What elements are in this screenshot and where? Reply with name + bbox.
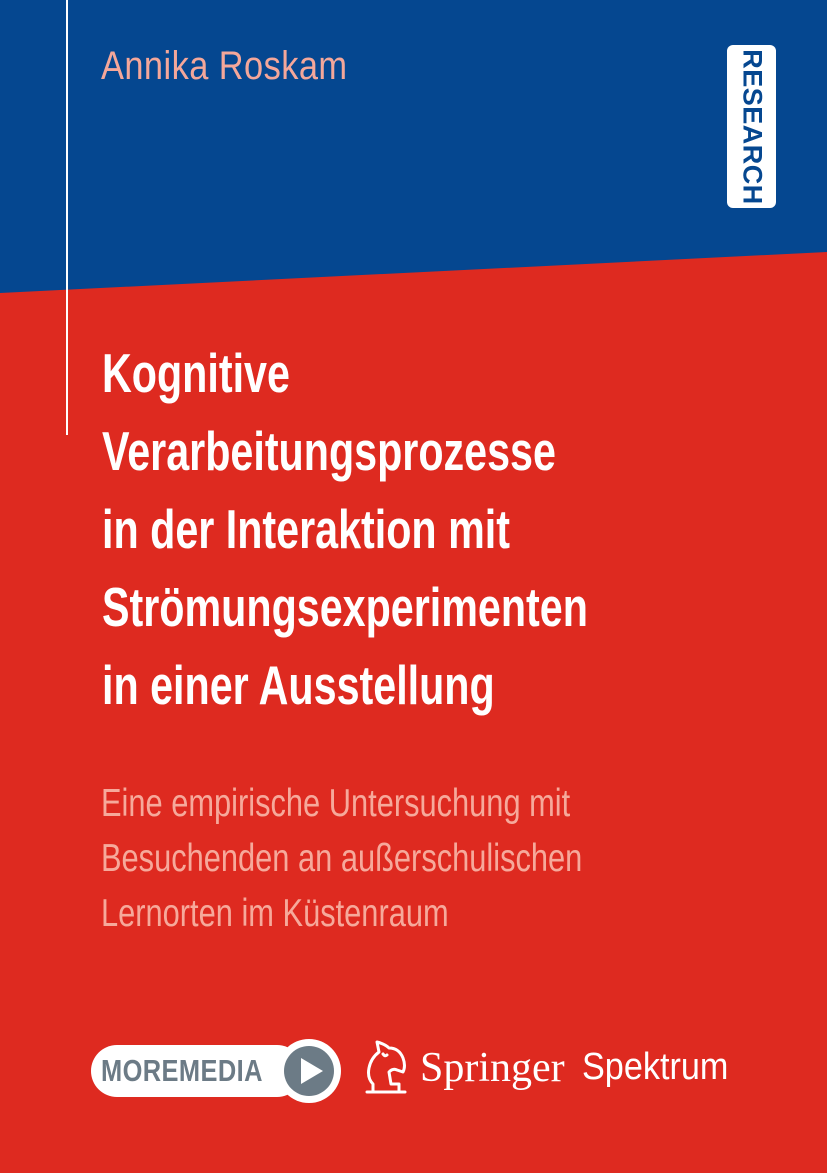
title-line: in einer Ausstellung [102, 654, 495, 716]
publisher-imprint: Spektrum [582, 1046, 729, 1088]
title-line: in der Interaktion mit [102, 498, 510, 560]
book-title [102, 334, 588, 724]
publisher-name: Springer [420, 1045, 565, 1091]
series-tab-label: RESEARCH [737, 48, 767, 205]
moremedia-badge[interactable] [91, 1037, 341, 1105]
series-tab [727, 45, 776, 208]
title-line: Kognitive [102, 342, 290, 404]
moremedia-label: MOREMEDIA [101, 1053, 263, 1088]
subtitle-line: Besuchenden an außerschulischen [101, 837, 583, 880]
chess-knight-icon [359, 1034, 411, 1096]
book-subtitle [101, 776, 582, 941]
play-icon [276, 1037, 342, 1105]
title-line: Strömungsexperimenten [102, 576, 588, 638]
author-name: Annika Roskam [101, 44, 348, 88]
divider-line [66, 0, 68, 435]
subtitle-line: Eine empirische Untersuchung mit [101, 782, 571, 825]
title-line: Verarbeitungsprozesse [102, 420, 556, 482]
subtitle-line: Lernorten im Küstenraum [101, 892, 449, 935]
